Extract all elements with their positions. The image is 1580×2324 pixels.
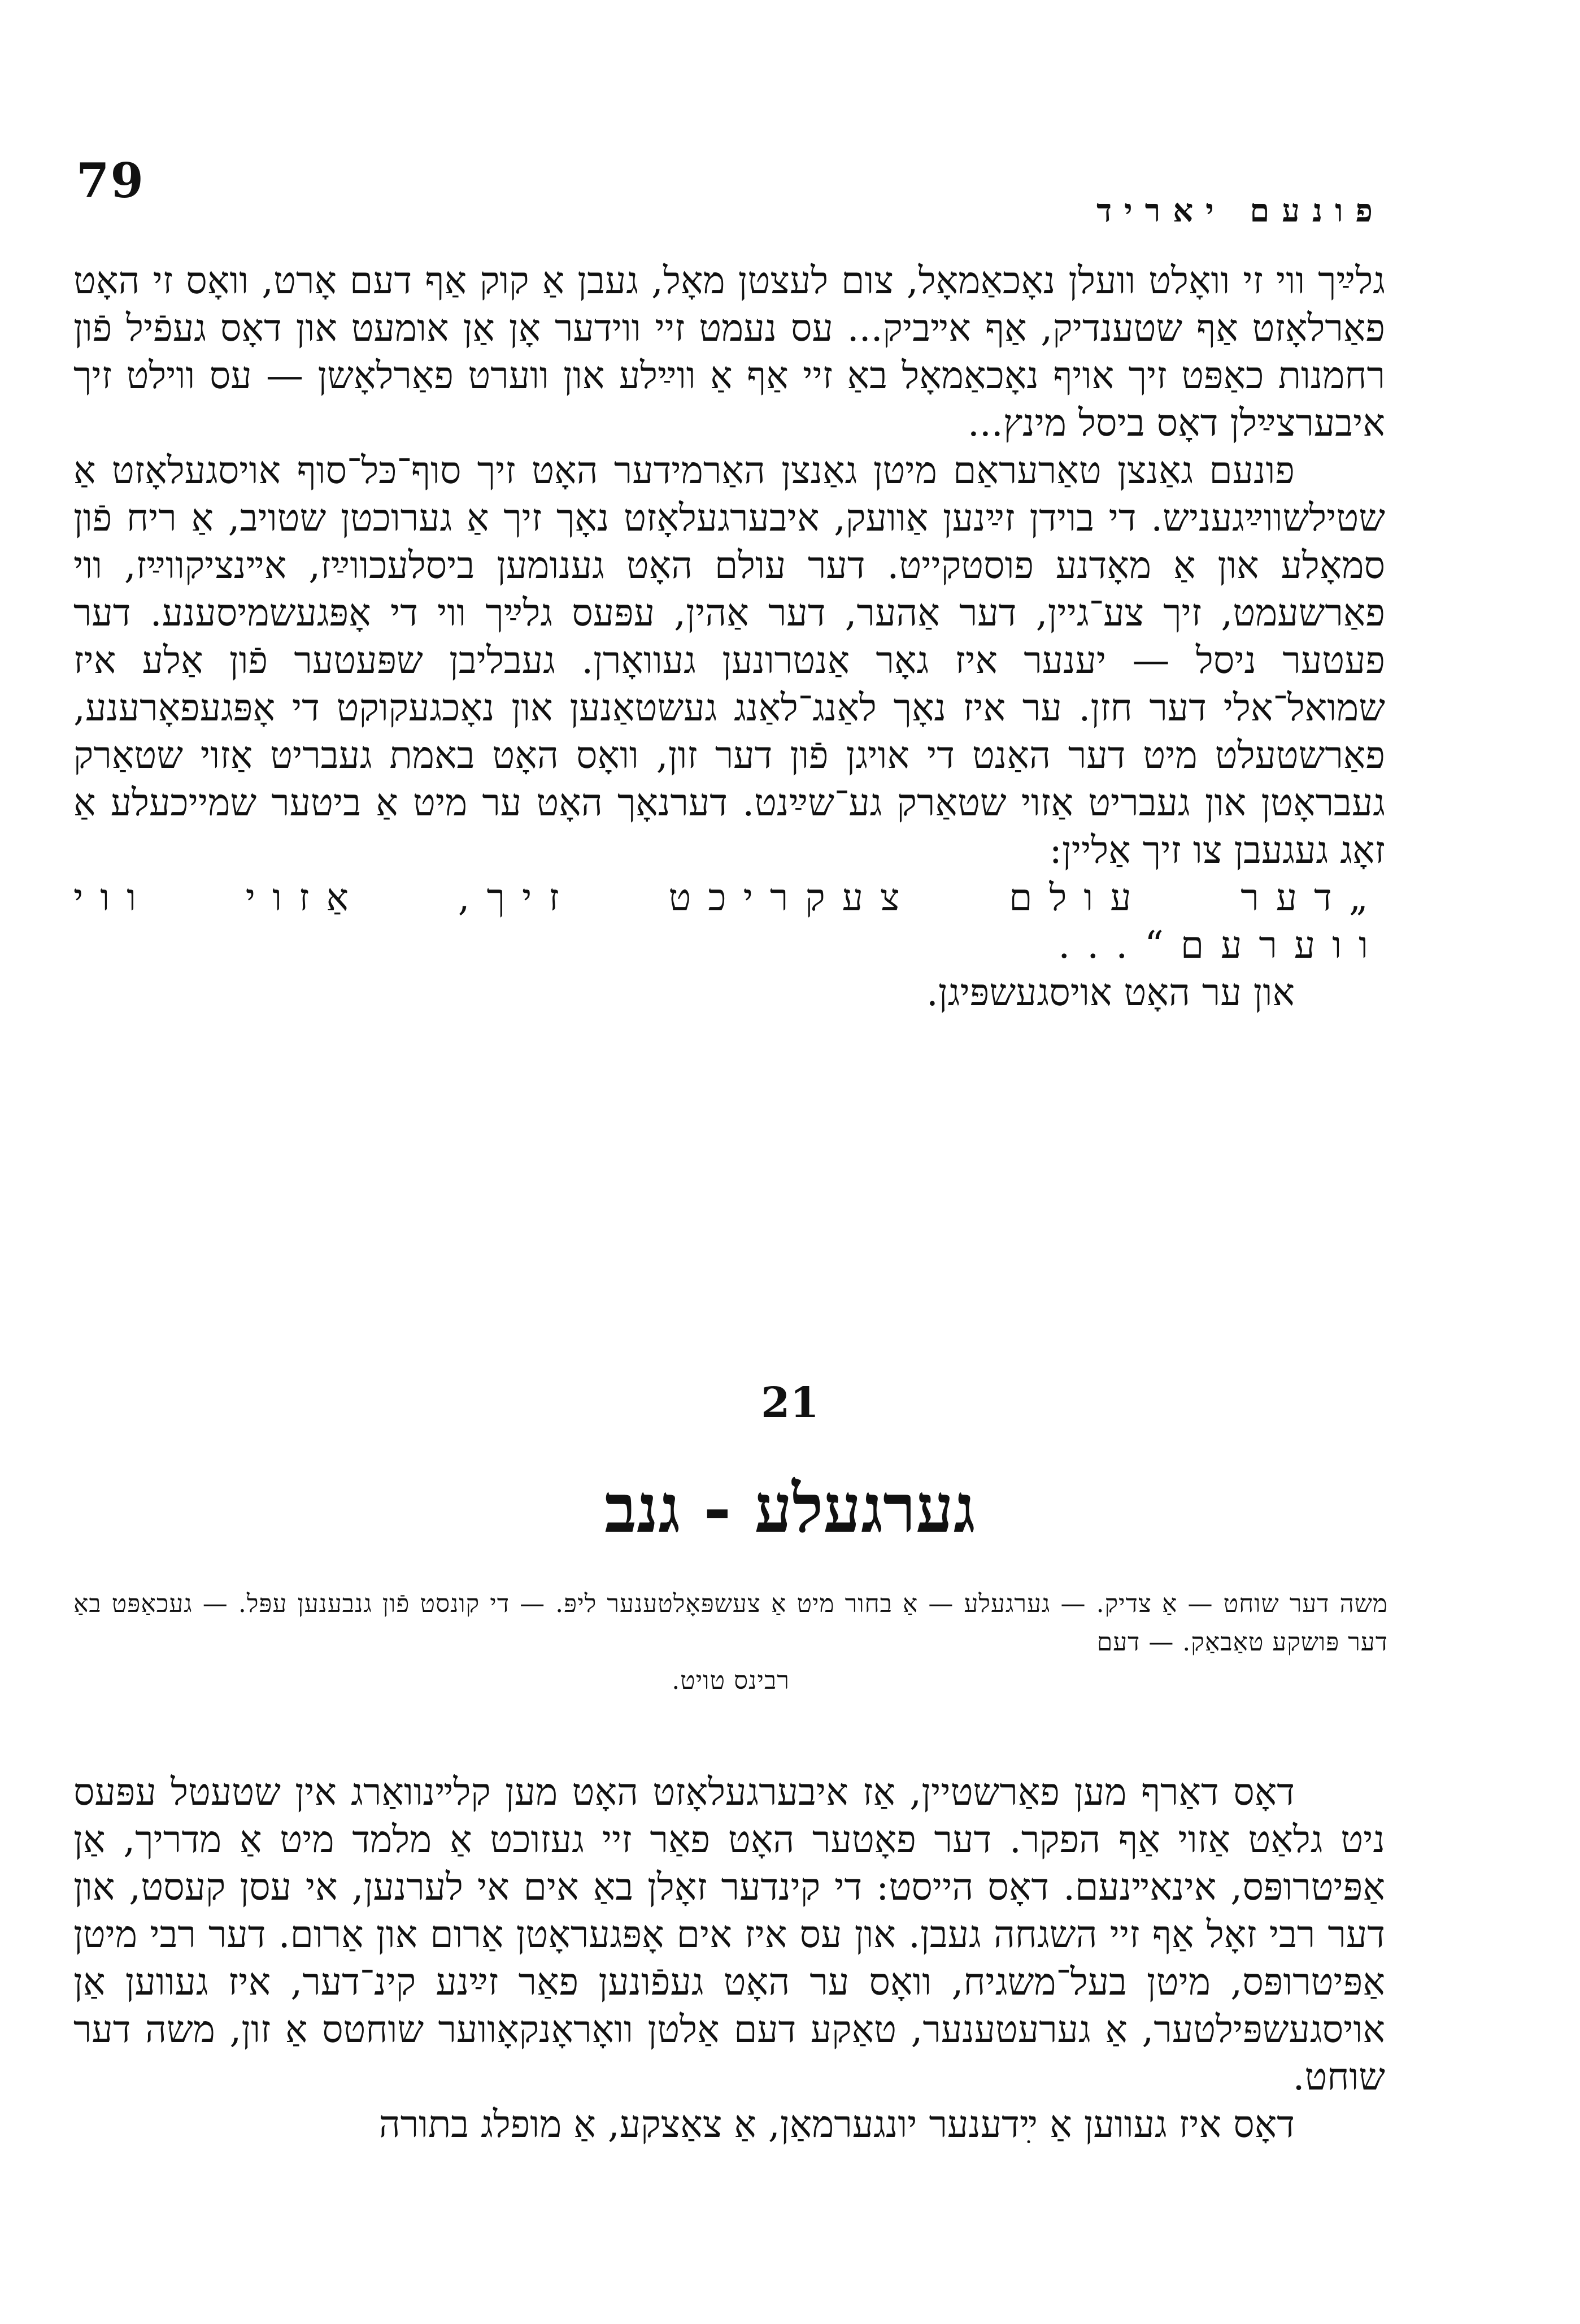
- paragraph: פונעם גאַנצן טאַרעראַם מיטן גאַנצן האַרמידער האָט זיך סוף־כּל־סוף אויסגעלאָזט אַ שטילשווײַגעניש. די בוידן זײַנען אַוועק, איבערגעלאָזט נאָך זיך אַ גערוכטן שטויב, אַ ריח פֿון סמאָלע און אַ מאָדנע פוסטקייט. דער עולם האָט גענומען ביסלעכווײַז, אײנציקווײַז, ווי פאַרשעמט, זיך צע־גיין, דער אַהער, דער אַהין, עפּעס גלײַך ווי די אָפּגעשמיסענע. דער פעטער ניסל — יענער איז גאָר אַנטרונען געוואָרן. געבליבן שפּעטער פֿון אַלע איז שמואל־אלי דער חזן. ער איז נאָך לאַנג־לאַנג געשטאַנען און נאָכגעקוקט די אָפּגעפאָרענע, פאַרשטעלט מיט דער האַנט די אויגן פֿון דער זון, וואָס האָט באמת געבריט אַזוי שטאַרק געבראָטן און געבריט אַזוי שטאַרק גע־שײַנט. דערנאָך האָט ער מיט אַ ביטער שמייכעלע אַ זאָג געגעבן צו זיך אַליין:: [73, 449, 1385, 872]
- synopsis-text: משה דער שוחט — אַ צדיק. — גערגעלע — אַ בחור מיט אַ צעשפּאָלטענער ליפּ. — די קונסט פֿון גנבענען עפּל. — געכאַפּט באַ דער פּושקע טאַבאַק. — דעם: [73, 1589, 1388, 1657]
- closing-line: און ער האָט אויסגעשפּיגן.: [926, 971, 1295, 1014]
- bottom-text-section: [73, 1769, 1385, 2148]
- synopsis-last-line: רבינס טויט.: [672, 1666, 790, 1695]
- paragraph: גלײַך ווי זי וואָלט וועלן נאָכאַמאָל, צום לעצטן מאָל, געבן אַ קוק אַף דעם אָרט, וואָס זי האָט פאַרלאָזט אַף שטענדיק, אַף אײביק... עס נעמט זיי ווידער אָן אַן אומעט און דאָס געפֿיל פֿון רחמנות כאַפּט זיך אויף נאָכאַמאָל באַ זיי אַף אַ ווײַלע און ווערט פאַרלאָשן — עס ווילט זיך איבערצײַלן דאָס ביסל מינץ...: [73, 259, 1385, 445]
- chapter-synopsis: [73, 1585, 1388, 1700]
- page-number: 79: [76, 153, 145, 208]
- running-head: פונעם יאריד: [1096, 192, 1385, 229]
- spaced-quote: „דער עולם צעקריכט זיך, אַזוי ווי ווערעם“...: [73, 876, 1385, 967]
- top-text-section: [73, 257, 1385, 1017]
- chapter-title: גערגעלע - גנב: [604, 1469, 976, 1548]
- chapter-number: 21: [761, 1379, 819, 1427]
- paragraph: דאָס דאַרף מען פאַרשטיין, אַז איבערגעלאָזט האָט מען קלײנוואַרג אין שטעטל עפּעס ניט גלאַט אַזוי אַף הפקר. דער פאָטער האָט פאַר זיי געזוכט אַ מלמד מיט אַ מדריך, אַן אַפּיטרופּס, אינאײנעם. דאָס הייסט: די קינדער זאָלן באַ אים אי לערנען, אי עסן קעסט, און דער רבי זאָל אַף זיי השגחה געבן. און עס איז אים אָפּגעראָטן אַרום און אַרום. דער רבי מיטן אַפּיטרופּס, מיטן בעל־משגיח, וואָס ער האָט געפֿונען פאַר זײַנע קינ־דער, איז געווען אַן אויסגעשפּילטער, אַ גערעטענער, טאַקע דעם אַלטן וואָראָנקאָווער שוחטס אַ זון, משה דער שוחט.: [73, 1770, 1385, 2099]
- paragraph: דאָס איז געווען אַ ײִדענער יונגערמאַן, אַ צאַצקע, אַ מופלג בתורה: [378, 2103, 1295, 2146]
